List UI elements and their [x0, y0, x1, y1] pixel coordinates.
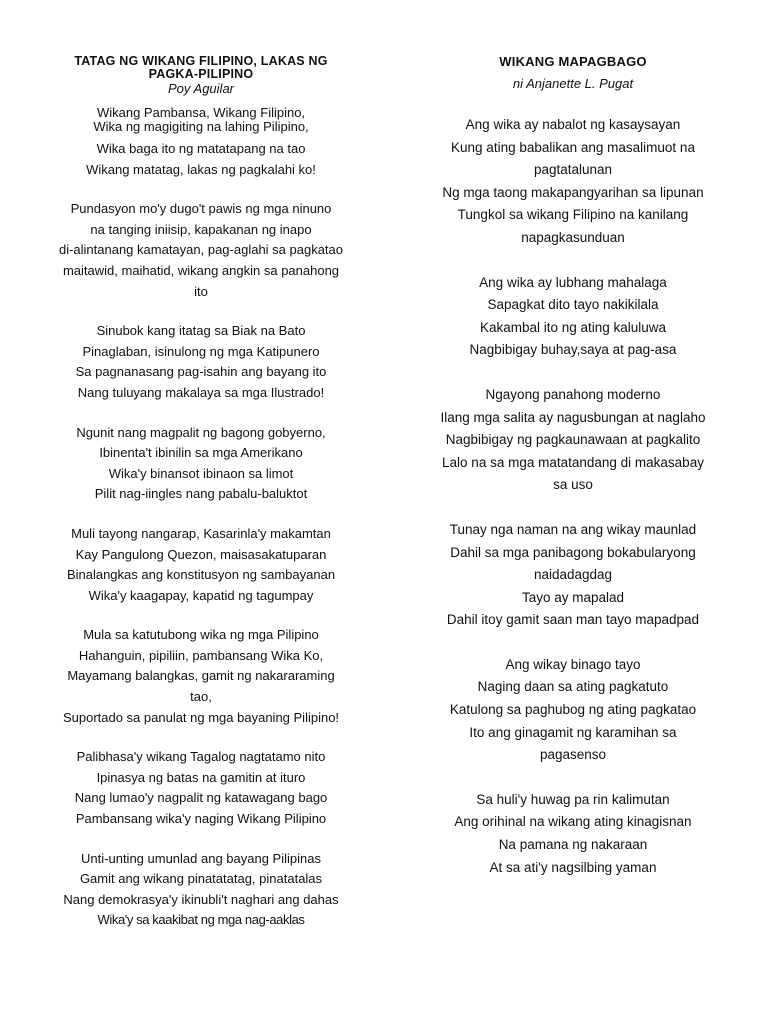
poem-line: Sa huli'y huwag pa rin kalimutan: [476, 791, 670, 807]
stanza-spacer: [408, 250, 738, 272]
poem-line: Na pamana ng nakaraan: [498, 837, 648, 853]
right-stanza-4: [408, 519, 738, 632]
poem-line: pagasenso: [539, 747, 607, 763]
stanza-spacer: [34, 505, 368, 524]
poem-line: Mula sa katutubong wika ng mga Pilipino: [83, 627, 319, 643]
left-stanza-3: [34, 321, 368, 403]
poem-line: Dahil itoy gamit saan man tayo mapadpad: [446, 612, 700, 628]
poem-line: tao,: [190, 689, 212, 705]
right-stanza-2: [408, 272, 738, 362]
right-stanza-5: [408, 654, 738, 767]
left-poem-title-line-2: PAGKA-PILIPINO: [148, 67, 254, 81]
poem-line: Pinaglaban, isinulong ng mga Katipunero: [82, 343, 320, 359]
poem-line: Lalo na sa mga matatandang di makasabay: [442, 454, 704, 470]
left-stanza-7: [34, 747, 368, 829]
left-poem: [34, 0, 368, 931]
poem-line: Sapagkat dito tayo nakikilala: [487, 297, 659, 313]
right-stanza-1: [408, 114, 738, 250]
left-stanza-4: [34, 423, 368, 505]
left-stanza-5: [34, 524, 368, 606]
poem-line: Suportado sa panulat ng mga bayaning Pilipino!: [62, 709, 340, 725]
poem-line: Hahanguin, pipiliin, pambansang Wika Ko,: [78, 647, 324, 663]
poem-line: Wika'y sa kaakibat ng mga nag-aaklas: [97, 912, 305, 928]
poem-line: Palibhasa'y wikang Tagalog nagtatamo nito: [76, 749, 326, 765]
poem-line: Wika ng magigiting na lahing Pilipino,: [93, 119, 309, 134]
poem-line: Dahil sa mga panibagong bokabularyong: [450, 544, 696, 560]
poem-line: Ibinenta't ibinilin sa mga Amerikano: [99, 445, 303, 461]
poem-line: Binalangkas ang konstitusyon ng sambayanan: [66, 567, 336, 583]
stanza-spacer: [408, 632, 738, 654]
poem-line: napagkasunduan: [521, 229, 625, 245]
poem-line: Kakambal ito ng ating kaluluwa: [479, 319, 667, 335]
poem-line: Pambansang wika'y naging Wikang Pilipino: [75, 811, 327, 827]
stanza-spacer: [408, 767, 738, 789]
poem-line: Katulong sa paghubog ng ating pagkatao: [449, 702, 697, 718]
right-poem: [408, 0, 738, 879]
poem-line: Tayo ay mapalad: [521, 589, 625, 605]
stanza-spacer: [34, 302, 368, 321]
left-stanza-8: [34, 849, 368, 931]
poem-line: Gamit ang wikang pinatatatag, pinatatalas: [79, 871, 323, 887]
poem-line: Pilit nag-iingles nang pabalu-baluktot: [94, 486, 308, 502]
poem-line: Wika'y binansot ibinaon sa limot: [108, 465, 294, 481]
stanza-spacer: [34, 830, 368, 849]
left-stanza-1: [34, 105, 368, 180]
left-stanza-2: [34, 199, 368, 302]
stanza-spacer: [34, 728, 368, 747]
poem-line: Kay Pangulong Quezon, maisasakatuparan: [75, 546, 327, 562]
stanza-spacer: [34, 180, 368, 199]
poem-line: Tungkol sa wikang Filipino na kanilang: [457, 207, 689, 223]
poem-line: Wika baga ito ng matatapang na tao: [96, 141, 306, 156]
right-poem-author: ni Anjanette L. Pugat: [512, 76, 634, 91]
poem-line: di-alintanang kamatayan, pag-aglahi sa pagkatao: [58, 242, 344, 258]
poem-line: Nang lumao'y nagpalit ng katawagang bago: [74, 790, 328, 806]
poem-line: Wikang Pambansa, Wikang Filipino,: [96, 105, 306, 120]
poem-line: Mayamang balangkas, gamit ng nakararaming: [67, 668, 335, 684]
left-poem-title-line-1: TATAG NG WIKANG FILIPINO, LAKAS NG: [74, 54, 328, 68]
poem-line: Sa pagnanasang pag-isahin ang bayang ito: [75, 364, 327, 380]
poem-line: na tanging iniisip, kapakanan ng inapo: [90, 221, 312, 237]
poem-line: Tunay nga naman na ang wikay maunlad: [449, 521, 697, 537]
poem-line: Ilang mga salita ay nagusbungan at naglaho: [440, 409, 706, 425]
poem-line: Ang wika ay lubhang mahalaga: [479, 274, 667, 290]
poem-line: Ito ang ginagamit ng karamihan sa: [469, 724, 677, 740]
right-stanza-6: [408, 789, 738, 879]
poem-line: Ngayong panahong moderno: [485, 386, 661, 402]
left-stanza-6: [34, 625, 368, 728]
poem-line: Ang wikay binago tayo: [505, 656, 641, 672]
stanza-spacer: [408, 497, 738, 519]
poem-line: Ipinasya ng batas na gamitin at ituro: [96, 769, 306, 785]
poem-line: Nagbibigay buhay,saya at pag-asa: [469, 342, 677, 358]
poem-line: Naging daan sa ating pagkatuto: [477, 679, 669, 695]
poem-line: Ang wika ay nabalot ng kasaysayan: [465, 117, 681, 132]
poem-line: Ang orihinal na wikang ating kinagisnan: [454, 814, 692, 830]
poem-line: Sinubok kang itatag sa Biak na Bato: [96, 323, 306, 339]
poem-line: Nagbibigay ng pagkaunawaan at pagkalito: [445, 432, 701, 448]
poem-line: Unti-unting umunlad ang bayang Pilipinas: [81, 850, 321, 866]
poem-line: Kung ating babalikan ang masalimuot na: [451, 139, 695, 155]
poem-line: Nang demokrasya'y ikinubli't naghari ang dahas: [63, 891, 339, 907]
poem-line: sa uso: [553, 477, 593, 493]
left-poem-author: Poy Aguilar: [168, 81, 234, 96]
poem-line: naidadagdag: [533, 567, 613, 583]
stanza-spacer: [34, 404, 368, 423]
poem-line: Wikang matatag, lakas ng pagkalahi ko!: [86, 161, 316, 177]
poem-line: Pundasyon mo'y dugo't pawis ng mga ninuno: [70, 201, 332, 217]
right-stanza-3: [408, 384, 738, 497]
poem-line: maitawid, maihatid, wikang angkin sa panahong: [62, 262, 340, 278]
left-poem-title: [34, 0, 368, 81]
poem-line: Ngunit nang magpalit ng bagong gobyerno,: [76, 424, 326, 440]
poem-line: Wika'y kaagapay, kapatid ng tagumpay: [88, 587, 314, 603]
poem-line: pagtatalunan: [533, 162, 613, 178]
poem-line: Nang tuluyang makalaya sa mga Ilustrado!: [77, 384, 325, 400]
stanza-spacer: [408, 362, 738, 384]
poem-line: Muli tayong nangarap, Kasarinla'y makamtan: [71, 525, 331, 541]
poem-line: Ng mga taong makapangyarihan sa lipunan: [442, 184, 704, 200]
poem-line: At sa ati'y nagsilbing yaman: [489, 859, 657, 875]
poem-line: ito: [194, 283, 208, 299]
right-poem-title: WIKANG MAPAGBAGO: [499, 54, 647, 69]
stanza-spacer: [34, 606, 368, 625]
